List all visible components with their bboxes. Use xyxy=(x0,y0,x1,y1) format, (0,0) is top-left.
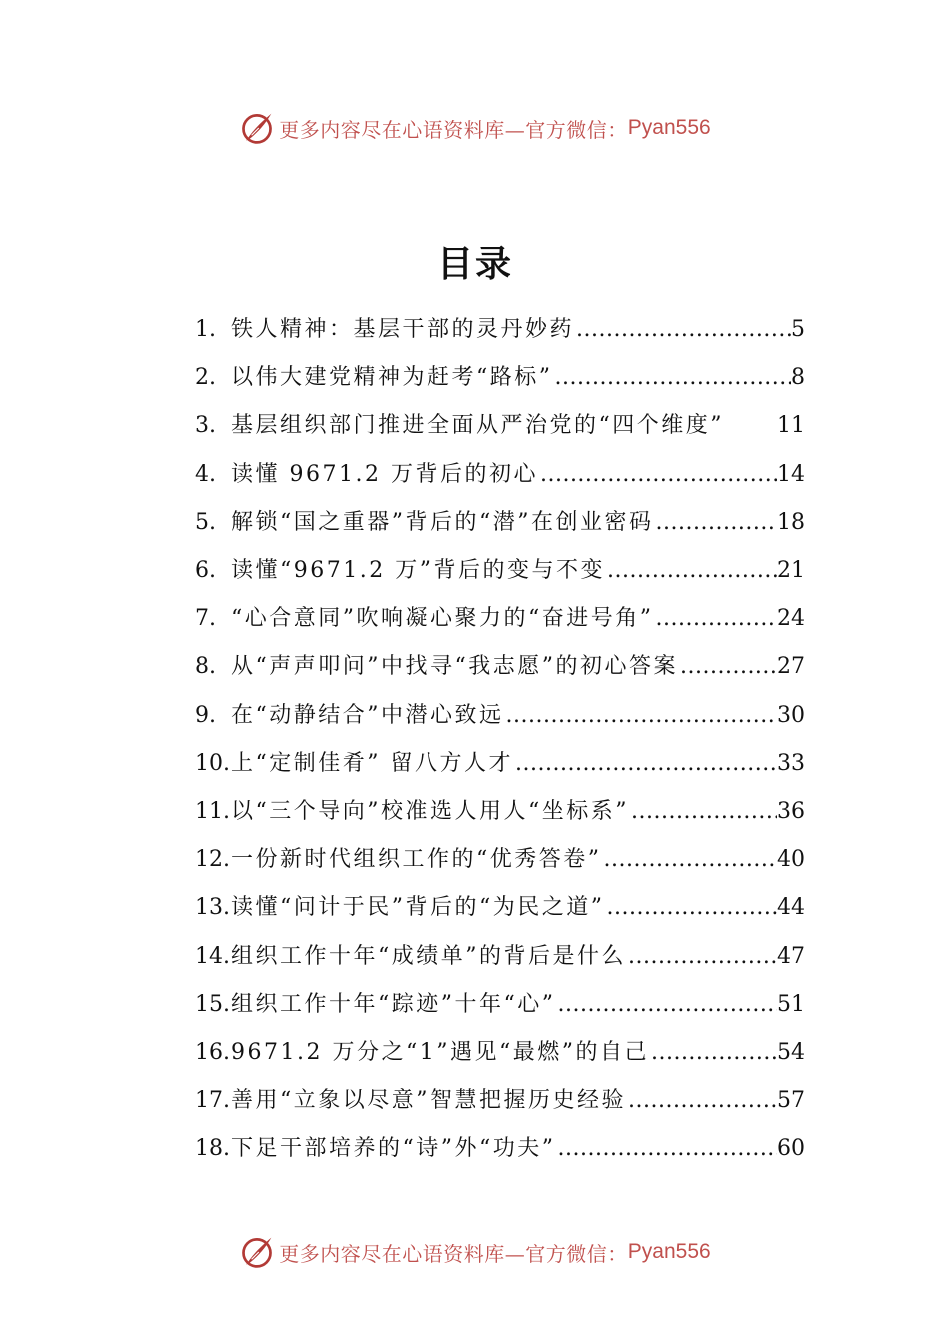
toc-entry[interactable] xyxy=(195,1125,805,1173)
toc-entry-title: 以“三个导向”校准选人用人“坐标系” xyxy=(231,798,629,824)
toc-page-number: 27 xyxy=(777,654,805,680)
toc-entry-number: 11. xyxy=(195,798,230,824)
toc-entry-title: 读懂 9671.2 万背后的初心 xyxy=(231,461,538,487)
toc-entry[interactable] xyxy=(195,595,805,643)
toc-entry-title: 下足干部培养的“诗”外“功夫” xyxy=(231,1136,556,1162)
toc-entry-number: 2. xyxy=(195,365,216,391)
toc-entry-number: 7. xyxy=(195,606,216,632)
toc-page-number: 60 xyxy=(777,1136,805,1162)
toc-entry-title: 在“动静结合”中潜心致远 xyxy=(231,702,504,728)
table-of-contents xyxy=(195,306,805,1173)
wechat-id: Pyan556 xyxy=(627,1240,711,1263)
toc-page-number: 54 xyxy=(777,1039,805,1065)
page-title: 目录 xyxy=(436,244,513,285)
toc-entry[interactable] xyxy=(195,402,805,450)
toc-page-number: 33 xyxy=(777,750,805,776)
toc-page-number: 5 xyxy=(791,317,805,343)
toc-leader-dots xyxy=(626,933,777,981)
toc-entry-number: 15. xyxy=(195,991,230,1017)
toc-entry-title: 解锁“国之重器”背后的“潜”在创业密码 xyxy=(231,509,654,535)
toc-page-number: 44 xyxy=(777,895,805,921)
toc-entry[interactable] xyxy=(195,306,805,354)
toc-leader-dots xyxy=(574,306,791,354)
toc-leader-dots xyxy=(654,499,778,547)
toc-entry-number: 14. xyxy=(195,943,230,969)
toc-leader-dots xyxy=(556,1125,778,1173)
toc-entry-number: 9. xyxy=(195,702,216,728)
toc-entry[interactable] xyxy=(195,740,805,788)
toc-leader-dots xyxy=(649,1029,777,1077)
toc-entry-title: 善用“立象以尽意”智慧把握历史经验 xyxy=(231,1088,626,1114)
toc-leader-dots xyxy=(605,547,777,595)
toc-entry-number: 4. xyxy=(195,461,216,487)
toc-entry-number: 10. xyxy=(195,750,230,776)
toc-page-number: 47 xyxy=(777,943,805,969)
toc-entry[interactable] xyxy=(195,547,805,595)
toc-entry[interactable] xyxy=(195,499,805,547)
toc-page-number: 21 xyxy=(777,558,805,584)
toc-entry-title: 读懂“9671.2 万”背后的变与不变 xyxy=(231,558,605,584)
toc-entry-title: 组织工作十年“踪迹”十年“心” xyxy=(231,991,556,1017)
toc-page-number: 30 xyxy=(777,702,805,728)
toc-leader-dots xyxy=(678,643,777,691)
toc-leader-dots xyxy=(626,1077,777,1125)
toc-entry-number: 8. xyxy=(195,654,216,680)
header-banner xyxy=(0,106,950,150)
toc-entry[interactable] xyxy=(195,354,805,402)
toc-page-number: 51 xyxy=(777,991,805,1017)
footer-banner xyxy=(0,1230,950,1274)
toc-leader-dots xyxy=(504,692,778,740)
toc-entry-number: 18. xyxy=(195,1136,230,1162)
toc-entry-title: 铁人精神：基层干部的灵丹妙药 xyxy=(231,317,575,343)
toc-leader-dots xyxy=(629,788,777,836)
toc-entry-number: 12. xyxy=(195,847,230,873)
toc-entry[interactable] xyxy=(195,451,805,499)
toc-entry[interactable] xyxy=(195,643,805,691)
toc-entry[interactable] xyxy=(195,692,805,740)
wechat-id: Pyan556 xyxy=(627,116,711,139)
toc-leader-dots xyxy=(654,595,778,643)
toc-entry[interactable] xyxy=(195,1029,805,1077)
toc-leader-dots xyxy=(602,836,778,884)
toc-entry-number: 3. xyxy=(195,413,216,439)
toc-entry-number: 1. xyxy=(195,317,216,343)
toc-entry-title: 上“定制佳肴” 留八方人才 xyxy=(231,750,513,776)
toc-entry-number: 17. xyxy=(195,1088,230,1114)
toc-entry-title: 基层组织部门推进全面从严治党的“四个维度” xyxy=(231,413,724,439)
toc-entry-title: “心合意同”吹响凝心聚力的“奋进号角” xyxy=(231,606,654,632)
toc-entry[interactable] xyxy=(195,884,805,932)
toc-entry[interactable] xyxy=(195,836,805,884)
toc-page-number: 57 xyxy=(777,1088,805,1114)
toc-entry-title: 以伟大建党精神为赶考“路标” xyxy=(231,365,553,391)
toc-leader-dots xyxy=(538,451,777,499)
banner-text: 更多内容尽在心语资料库—官方微信： xyxy=(279,117,628,142)
toc-page-number: 14 xyxy=(777,461,805,487)
toc-page-number: 36 xyxy=(777,798,805,824)
toc-entry[interactable] xyxy=(195,1077,805,1125)
toc-entry-title: 从“声声叩问”中找寻“我志愿”的初心答案 xyxy=(231,654,678,680)
toc-entry-title: 组织工作十年“成绩单”的背后是什么 xyxy=(231,943,626,969)
toc-page-number: 18 xyxy=(777,509,805,535)
toc-leader-dots xyxy=(553,354,792,402)
toc-entry-number: 13. xyxy=(195,895,230,921)
toc-entry[interactable] xyxy=(195,981,805,1029)
quill-pen-logo-icon xyxy=(239,110,275,146)
toc-page-number: 11 xyxy=(777,413,805,439)
toc-entry-title: 一份新时代组织工作的“优秀答卷” xyxy=(231,847,602,873)
toc-leader-dots xyxy=(605,884,778,932)
toc-page-number: 8 xyxy=(791,365,805,391)
toc-entry-number: 5. xyxy=(195,509,216,535)
toc-leader-dots xyxy=(513,740,777,788)
toc-entry[interactable] xyxy=(195,788,805,836)
toc-entry-title: 9671.2 万分之“1”遇见“最燃”的自己 xyxy=(231,1039,649,1065)
banner-text: 更多内容尽在心语资料库—官方微信： xyxy=(279,1241,628,1266)
toc-leader-dots xyxy=(556,981,778,1029)
toc-entry-title: 读懂“问计于民”背后的“为民之道” xyxy=(231,895,605,921)
toc-page-number: 40 xyxy=(777,847,805,873)
quill-pen-logo-icon xyxy=(239,1234,275,1270)
toc-entry-number: 16. xyxy=(195,1039,230,1065)
toc-entry[interactable] xyxy=(195,932,805,980)
toc-page-number: 24 xyxy=(777,606,805,632)
toc-entry-number: 6. xyxy=(195,558,216,584)
